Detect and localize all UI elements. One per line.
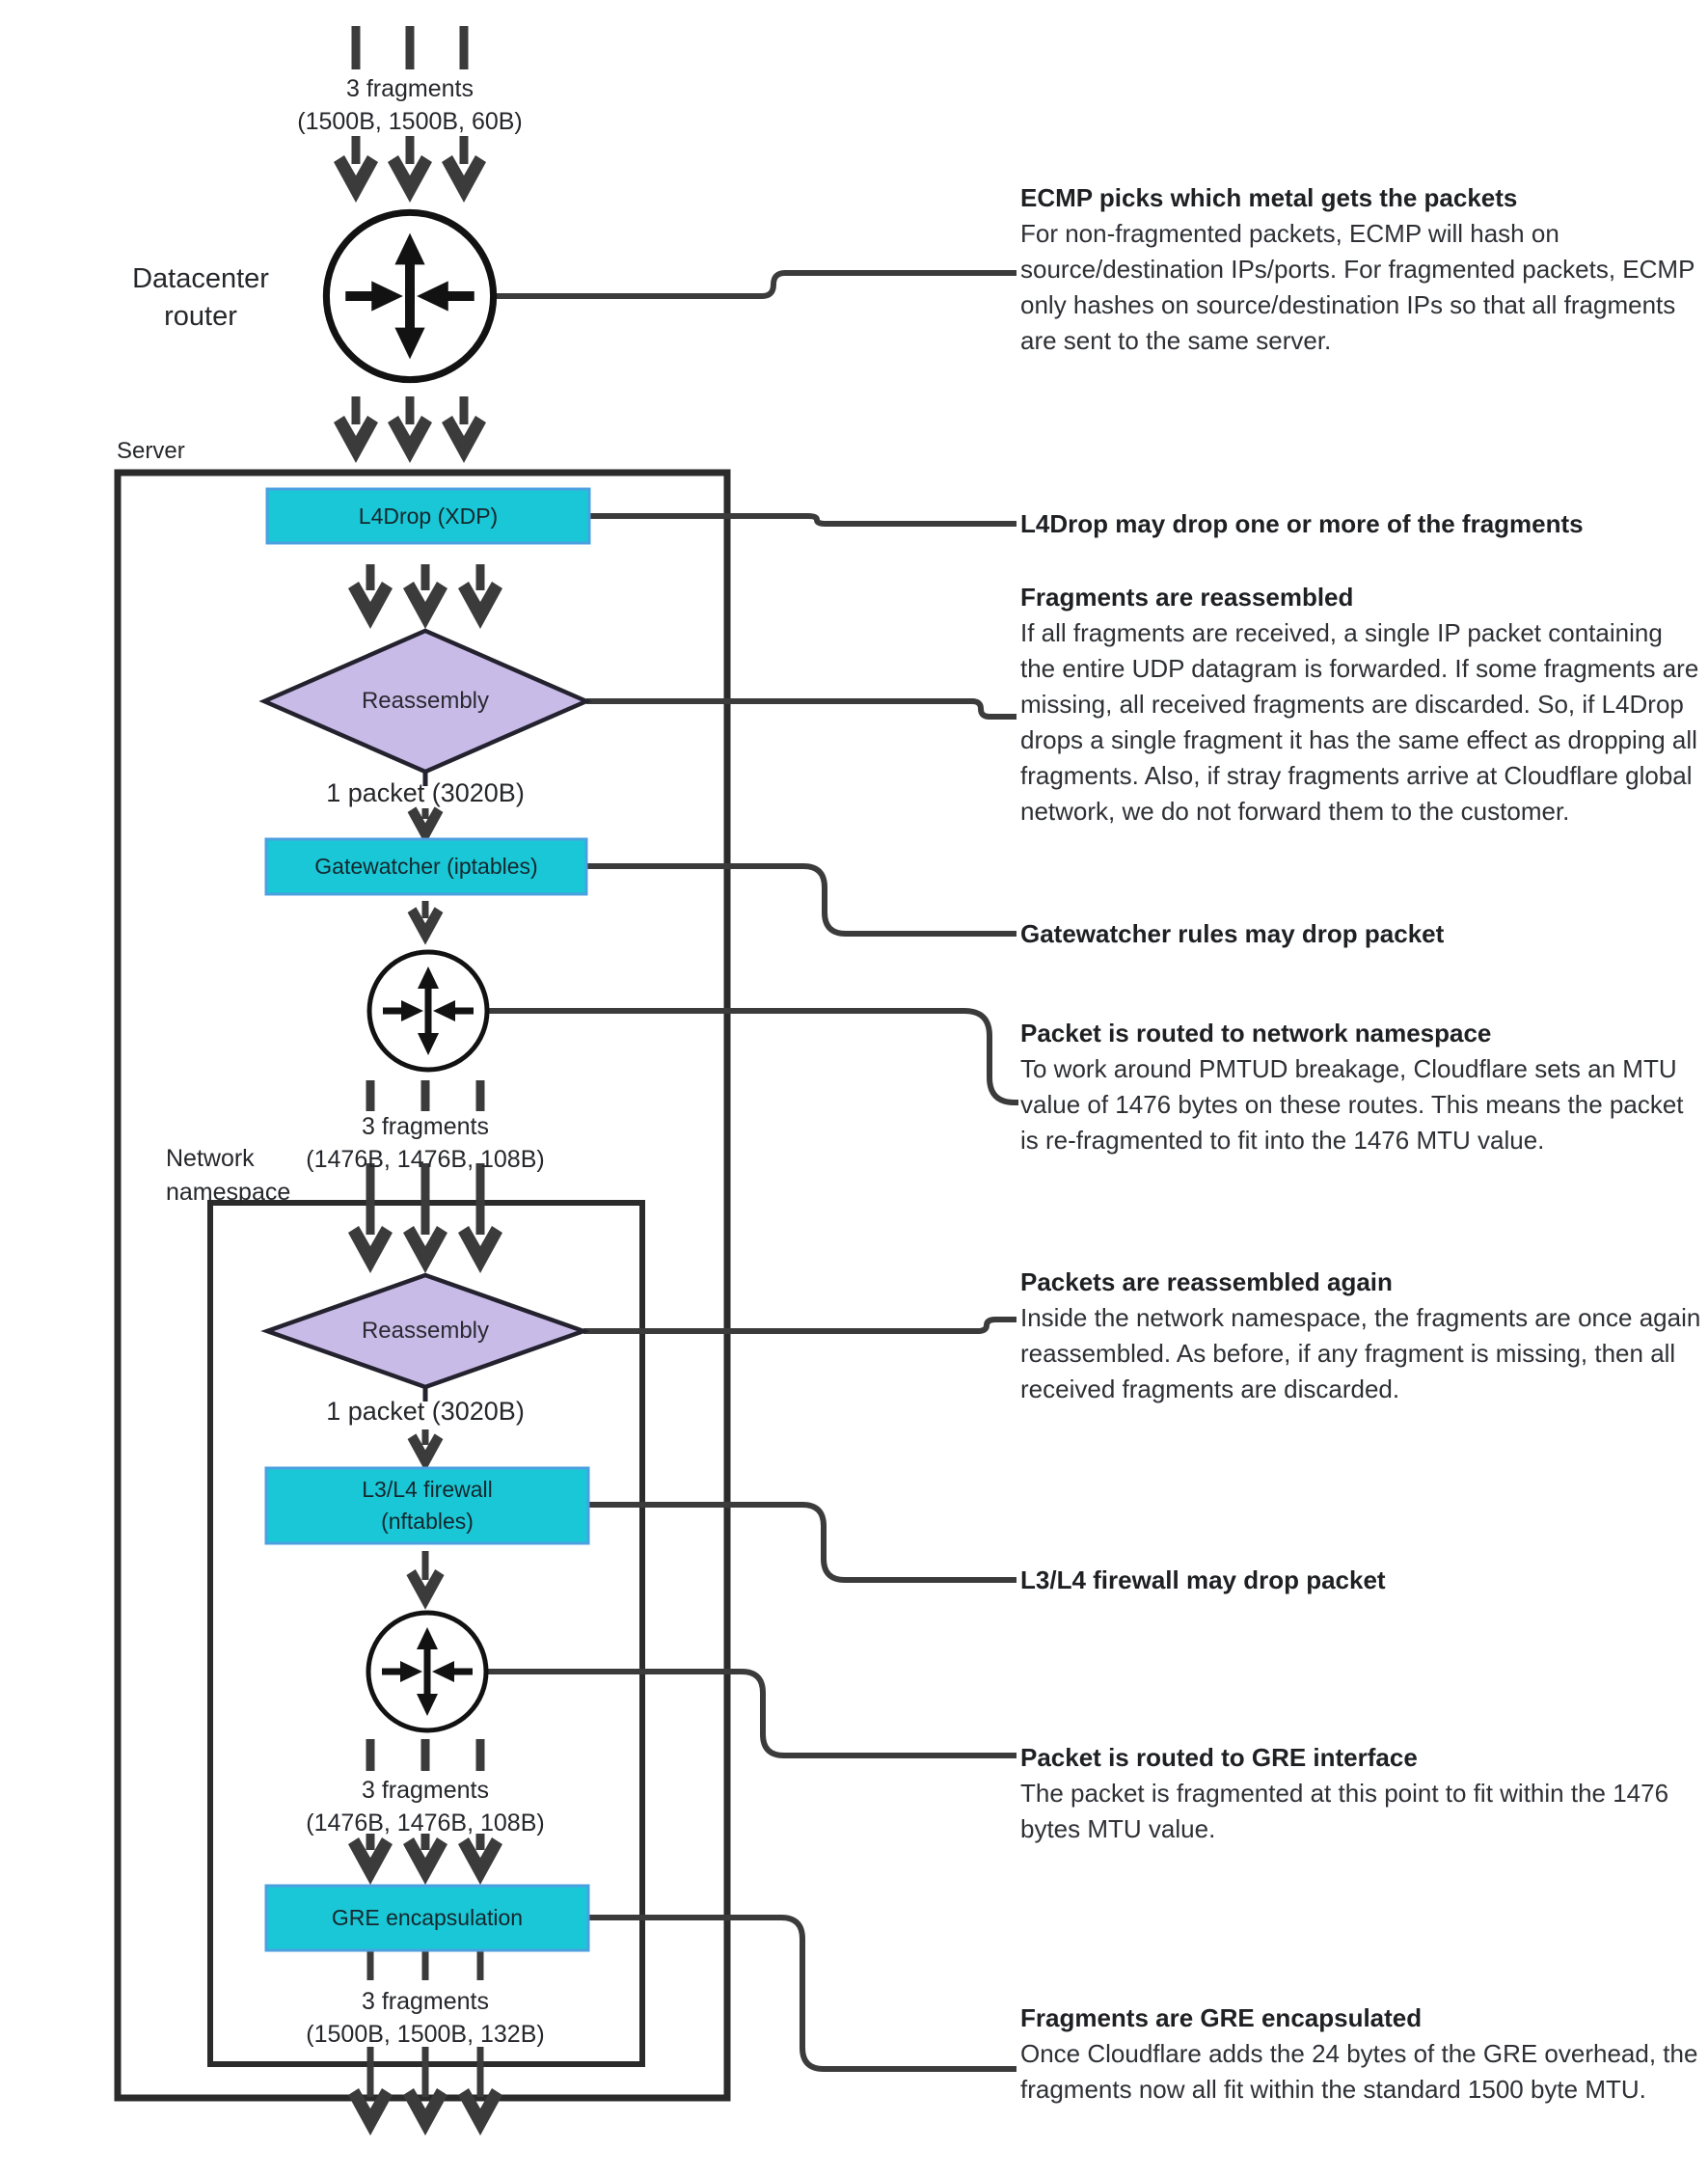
- arrows-into-router: [334, 136, 486, 203]
- annotation-heading: L4Drop may drop one or more of the fragments: [1020, 509, 1584, 538]
- annotation-body: For non-fragmented packets, ECMP will hash on source/destination IPs/ports. For fragmented packets, ECMP only hashes on source/destination IPs so that all fragments are sent to the same server.: [1020, 219, 1694, 355]
- annotation-ecmp: [1020, 179, 1703, 359]
- datacenter-router-label: Datacenter router: [132, 263, 269, 332]
- incoming-fragments-label: 3 fragments (1500B, 1500B, 60B): [297, 75, 523, 135]
- annotation-gatewatcher: [1020, 915, 1703, 952]
- packet1-label: 1 packet (3020B): [326, 778, 525, 807]
- l4drop-label: L4Drop (XDP): [358, 503, 499, 529]
- gatewatcher-label: Gatewatcher (iptables): [314, 854, 538, 879]
- route-to-namespace-icon: [369, 952, 487, 1070]
- annotation-gre-route: [1020, 1739, 1703, 1847]
- firewall-label: L3/L4 firewall (nftables): [362, 1477, 493, 1534]
- server-label: Server: [117, 438, 185, 464]
- incoming-fragments-dashes: [356, 26, 464, 69]
- annotation-heading: Gatewatcher rules may drop packet: [1020, 919, 1445, 948]
- annotation-netns: [1020, 1015, 1703, 1158]
- outgoing-fragments-label: 3 fragments (1500B, 1500B, 132B): [306, 1988, 545, 2048]
- gre-in-fragments-label: 3 fragments (1476B, 1476B, 108B): [306, 1777, 545, 1837]
- annotation-heading: Fragments are reassembled: [1020, 583, 1354, 612]
- connector-reassembly: [586, 701, 1017, 717]
- connector-firewall: [588, 1505, 1017, 1580]
- annotation-body: If all fragments are received, a single IP packet containing the entire UDP datagram is forwarded. If some fragments are missing, all received fragments are discarded. So, if L4Drop drops a single fragment it has the same effect as dropping all fragments. Also, if stray fragments arrive at Cloudflare global network, we do not forward them to the customer.: [1020, 618, 1699, 826]
- annotation-reassembly: [1020, 579, 1703, 830]
- route-to-gre-icon: [368, 1613, 486, 1730]
- connector-ecmp: [494, 273, 1017, 296]
- arrow-into-firewall: [408, 1429, 444, 1472]
- connector-reassembly2: [583, 1320, 1017, 1331]
- fragment-dashes-router2: [370, 1080, 480, 1111]
- annotation-body: The packet is fragmented at this point to fit within the 1476 bytes MTU value.: [1020, 1779, 1669, 1843]
- arrow-into-router2: [408, 901, 444, 945]
- arrows-into-reassembly: [348, 564, 502, 629]
- connector-gatewatcher: [586, 866, 1017, 934]
- connector-gre-encap: [583, 1918, 1017, 2069]
- annotation-l4drop: [1020, 505, 1703, 542]
- namespace-in-fragments-label: 3 fragments (1476B, 1476B, 108B): [306, 1113, 545, 1173]
- annotation-body: Once Cloudflare adds the 24 bytes of the GRE overhead, the fragments now all fit within the standard 1500 byte MTU.: [1020, 2039, 1698, 2104]
- reassembly2-label: Reassembly: [361, 1318, 490, 1344]
- connector-l4drop: [589, 516, 1017, 524]
- annotation-body: To work around PMTUD breakage, Cloudflare sets an MTU value of 1476 bytes on these routes. This means the packet is re-fragmented to fit into the 1476 MTU value.: [1020, 1054, 1684, 1155]
- reassembly1-label: Reassembly: [361, 688, 490, 714]
- gre-label: GRE encapsulation: [331, 1905, 524, 1930]
- annotation-heading: ECMP picks which metal gets the packets: [1020, 183, 1518, 212]
- connector-gre-route: [486, 1672, 1017, 1755]
- annotation-reassembly2: [1020, 1264, 1703, 1407]
- annotation-body: Inside the network namespace, the fragments are once again reassembled. As before, if any fragment is missing, then all received fragments are discarded.: [1020, 1303, 1701, 1403]
- connector-netns: [487, 1011, 1018, 1102]
- annotation-firewall: [1020, 1562, 1703, 1598]
- annotation-heading: L3/L4 firewall may drop packet: [1020, 1565, 1386, 1594]
- packet2-label: 1 packet (3020B): [326, 1397, 525, 1426]
- annotation-gre-encap: [1020, 2000, 1703, 2108]
- network-namespace-label: Network namespace: [166, 1145, 291, 1206]
- annotation-heading: Packets are reassembled again: [1020, 1267, 1393, 1296]
- arrows-into-namespace: [348, 1163, 502, 1273]
- arrows-into-server: [334, 396, 486, 463]
- datacenter-router-icon: [326, 212, 493, 379]
- annotation-heading: Fragments are GRE encapsulated: [1020, 2003, 1423, 2032]
- annotation-heading: Packet is routed to GRE interface: [1020, 1743, 1418, 1772]
- fragment-dashes-router3: [370, 1739, 480, 1771]
- arrow-into-router3: [406, 1551, 444, 1610]
- arrows-into-gre: [348, 1834, 502, 1885]
- annotation-heading: Packet is routed to network namespace: [1020, 1019, 1492, 1048]
